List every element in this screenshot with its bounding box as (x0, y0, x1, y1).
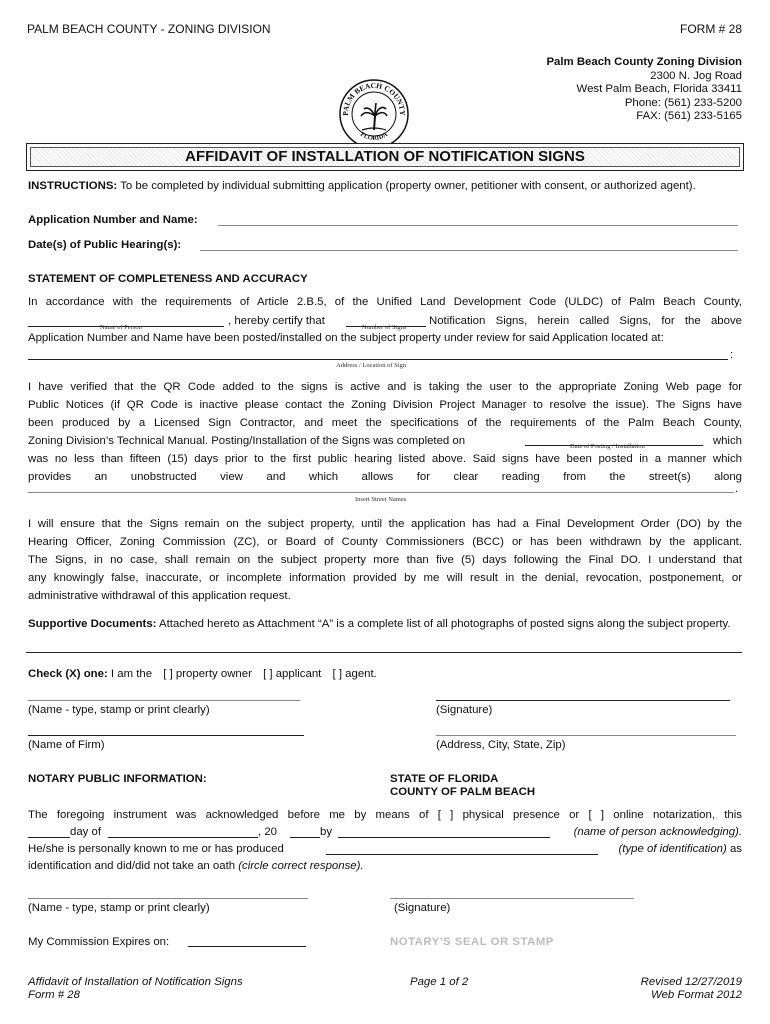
notary-year-prefix: , 20 (258, 826, 277, 838)
applicant-name-line[interactable] (28, 700, 300, 701)
address-field[interactable] (28, 359, 728, 360)
applicant-signature-line[interactable] (436, 700, 730, 701)
section-divider (26, 652, 742, 653)
header-left: PALM BEACH COUNTY - ZONING DIVISION (27, 22, 271, 36)
firm-address-line[interactable] (436, 735, 736, 736)
certify-text: , hereby certify that (228, 315, 325, 327)
notary-state: STATE OF FLORIDA (390, 773, 499, 785)
supportive-label: Supportive Documents: (28, 618, 157, 630)
notary-by: by (320, 826, 333, 838)
notary-jurisdiction (390, 773, 535, 799)
footer-revised: Revised 12/27/2019 (640, 976, 742, 988)
office-street: 2300 N. Jog Road (650, 69, 742, 82)
footer-left (28, 976, 243, 1001)
footer-right (641, 976, 742, 1001)
office-name: Palm Beach County Zoning Division (546, 56, 742, 68)
p2-line3: been produced by a Licensed Sign Contractor, and meet the specifications of the requirements of the Palm Beach County, (28, 417, 742, 429)
svg-text:FLORIDA (359, 131, 389, 142)
number-caption: Number of Signs (362, 324, 407, 331)
statement-heading: STATEMENT OF COMPLETENESS AND ACCURACY (28, 273, 308, 285)
notary-known: He/she is personally known to me or has produced (28, 843, 284, 855)
commission-row (28, 936, 169, 948)
title-banner (26, 143, 744, 171)
notary-id-tail (619, 843, 742, 855)
check-iam: I am the (107, 668, 153, 680)
supportive-documents (28, 618, 742, 631)
notary-line4 (28, 860, 364, 872)
seal-top-text: PALM BEACH COUNTY (340, 80, 408, 116)
firm-caption: (Name of Firm) (28, 739, 105, 751)
application-label: Application Number and Name: (28, 214, 198, 226)
year-field[interactable] (290, 837, 320, 838)
svg-text:PALM BEACH COUNTY (341, 81, 407, 116)
p3-line4: any knowingly false, inaccurate, or incomplete information provided by me will result in the denial, revocation, postponement, or (28, 572, 742, 584)
palm-tree-icon (361, 103, 387, 130)
p3-line1: I will ensure that the Signs remain on the subject property, until the application has had a Final Development Order (DO) by the (28, 518, 742, 530)
notary-line3 (28, 843, 742, 857)
street-names-field[interactable] (28, 492, 734, 493)
ensure-paragraph (28, 515, 742, 605)
instructions-label: INSTRUCTIONS: (28, 180, 118, 192)
footer-form-number: Form # 28 (28, 988, 80, 1001)
instructions-text: To be completed by individual submitting application (property owner, petitioner with consent, or authorized agent). (117, 180, 696, 192)
statement-line3: Application Number and Name have been posted/installed on the subject property under review for said Application located at: (28, 332, 664, 344)
commission-label: My Commission Expires on: (28, 936, 170, 948)
office-fax: FAX: (561) 233-5165 (636, 110, 742, 122)
footer-page-number: Page 1 of 2 (410, 976, 469, 988)
p3-line3: The Signs, in no case, shall remain on the subject property more than five (5) days following the Final DO. I understand that (28, 554, 742, 566)
notary-signature-line[interactable] (390, 898, 634, 899)
notary-oath-hint: (circle correct response). (238, 860, 364, 872)
notary-county: COUNTY OF PALM BEACH (390, 786, 536, 798)
notary-signature-caption: (Signature) (394, 902, 451, 914)
notary-heading: NOTARY PUBLIC INFORMATION: (28, 773, 207, 785)
notary-id-hint: (type of identification) (618, 843, 727, 855)
applicant-name-caption: (Name - type, stamp or print clearly) (28, 704, 210, 716)
notary-day-of: day of (70, 826, 102, 838)
office-phone: Phone: (561) 233-5200 (624, 96, 742, 109)
page-title: AFFIDAVIT OF INSTALLATION OF NOTIFICATION SIGNS (185, 148, 585, 165)
supportive-text: Attached hereto as Attachment “A” is a complete list of all photographs of posted signs along the subject property. (156, 618, 731, 630)
check-row (28, 668, 377, 680)
identification-field[interactable] (326, 854, 598, 855)
form-number: FORM # 28 (679, 22, 742, 36)
notary-name-hint: (name of person acknowledging). (573, 826, 742, 838)
street-caption: Insert Street Names (355, 496, 407, 503)
acknowledging-person-field[interactable] (338, 837, 550, 838)
office-city: West Palm Beach, Florida 33411 (576, 83, 742, 95)
notary-name-line[interactable] (28, 898, 308, 899)
p2-line1: I have verified that the QR Code added to the signs is active and is taking the user to the appropriate Zoning Web page for (28, 381, 742, 393)
signs-text: Notification Signs, herein called Signs, for the above (429, 315, 742, 327)
p2-which: which (712, 435, 742, 447)
county-seal (338, 78, 410, 150)
day-field[interactable] (28, 837, 70, 838)
notary-seal-placeholder: NOTARY'S SEAL OR STAMP (390, 936, 554, 948)
office-address (546, 56, 742, 124)
checkbox-applicant[interactable]: [ ] applicant (263, 668, 322, 680)
notary-name-caption: (Name - type, stamp or print clearly) (28, 902, 210, 914)
checkbox-agent[interactable]: [ ] agent. (332, 668, 377, 680)
footer-web-format: Web Format 2012 (651, 988, 742, 1001)
hearing-input-line[interactable] (200, 250, 738, 251)
check-label: Check (X) one: (28, 668, 108, 680)
application-input-line[interactable] (218, 225, 738, 226)
statement-line1: In accordance with the requirements of Article 2.B.5, of the Unified Land Development Code (ULDC) of Palm Beach County, (28, 296, 742, 308)
notary-line2 (28, 826, 742, 840)
p2-line5: was no less than fifteen (15) days prior to the first public hearing listed above. Said signs have been posted in a manner which (28, 453, 742, 465)
notary-line1: The foregoing instrument was acknowledged before me by means of [ ] physical presence or [ ] online notarization, this (28, 809, 742, 821)
p3-line5: administrative withdrawal of this application request. (28, 590, 291, 602)
name-caption: Name of Person (100, 324, 142, 331)
date-caption: Date of Posting / Installation (570, 443, 645, 450)
p2-line6: provides an unobstructed view and which allows for clear reading from the street(s) along (28, 471, 742, 483)
address-caption: Address / Location of Sign (336, 362, 407, 369)
instructions (28, 180, 742, 193)
firm-name-line[interactable] (28, 735, 304, 736)
p2-line2: Public Notices (if QR Code is inactive please contact the Zoning Division Project Manager to resolve the issue). The Signs have (28, 399, 742, 411)
p3-line2: Hearing Officer, Zoning Commission (ZC), or Board of County Commissioners (BCC) or has been withdrawn by the applicant. (28, 536, 742, 548)
notary-as: as (726, 843, 742, 855)
footer-form-title: Affidavit of Installation of Notification Signs (28, 976, 243, 988)
month-field[interactable] (108, 837, 258, 838)
firm-address-caption: (Address, City, State, Zip) (436, 739, 566, 751)
p2-line4: Zoning Division’s Technical Manual. Posting/Installation of the Signs was completed on (28, 435, 466, 447)
hearing-label: Date(s) of Public Hearing(s): (28, 239, 182, 251)
applicant-signature-caption: (Signature) (436, 704, 493, 716)
seal-bottom-text: FLORIDA (358, 130, 390, 143)
commission-date-field[interactable] (188, 946, 306, 947)
verification-paragraph (28, 378, 742, 486)
notary-oath: identification and did/did not take an oath (28, 860, 239, 872)
checkbox-property-owner[interactable]: [ ] property owner (163, 668, 252, 680)
